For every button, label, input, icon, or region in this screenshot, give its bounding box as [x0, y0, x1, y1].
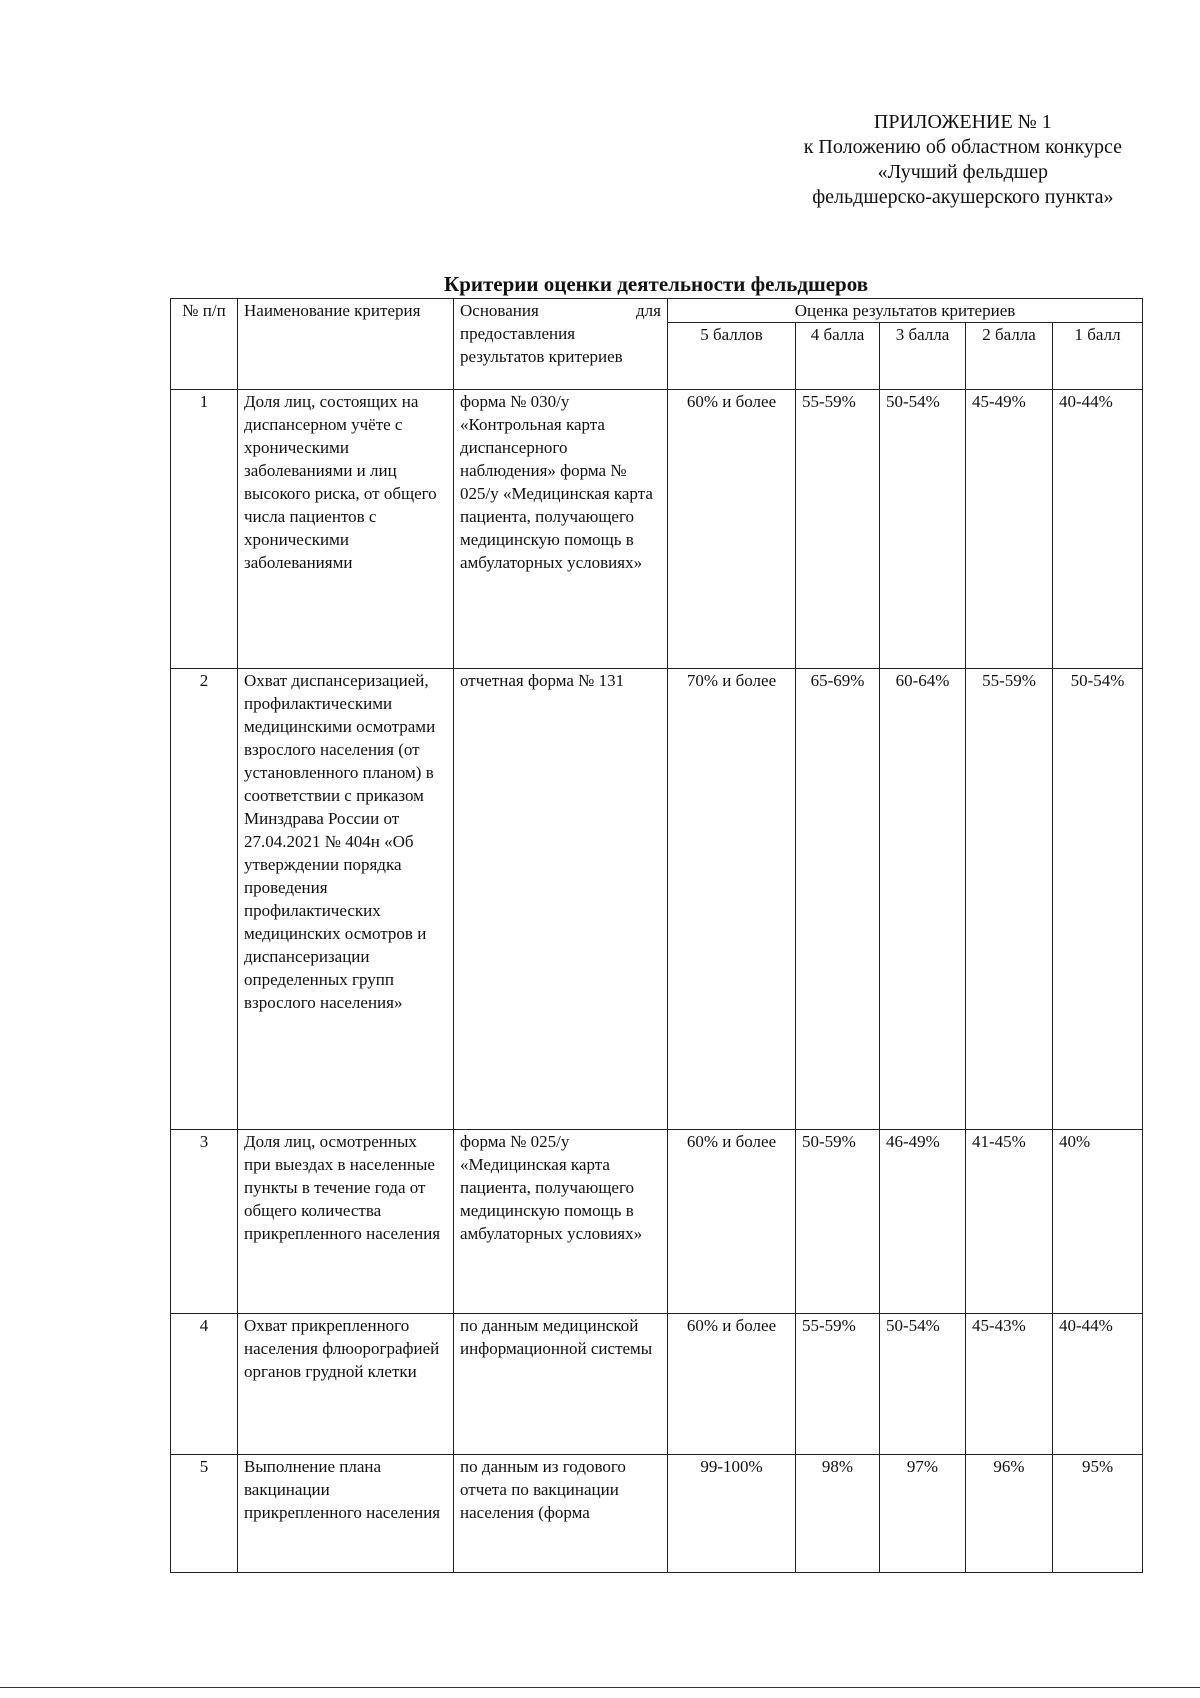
header-basis-rest: предоставления результатов критериев	[460, 324, 623, 366]
row-score-3: 60-64%	[880, 669, 966, 1130]
header-scores-group: Оценка результатов критериев	[668, 299, 1143, 323]
row-num: 2	[171, 669, 238, 1130]
row-basis: форма № 025/у «Медицинская карта пациента, получающего медицинскую помощь в амбулаторных условиях»	[454, 1130, 668, 1314]
row-basis: по данным из годового отчета по вакцинации населения (форма	[454, 1455, 668, 1573]
row-basis: форма № 030/у «Контрольная карта диспансерного наблюдения» форма № 025/у «Медицинская карта пациента, получающего медицинскую помощь в амбулаторных условиях»	[454, 390, 668, 669]
row-score-5: 60% и более	[668, 1130, 796, 1314]
header-basis-first: Основания для	[460, 301, 661, 320]
row-score-3: 46-49%	[880, 1130, 966, 1314]
header-num: № п/п	[171, 299, 238, 390]
row-score-2: 55-59%	[966, 669, 1053, 1130]
row-criterion-name: Охват прикрепленного населения флюорографией органов грудной клетки	[238, 1314, 454, 1455]
row-score-2: 96%	[966, 1455, 1053, 1573]
criteria-table	[170, 298, 1143, 1573]
row-score-4: 65-69%	[796, 669, 880, 1130]
row-num: 5	[171, 1455, 238, 1573]
row-criterion-name: Доля лиц, состоящих на диспансерном учёте с хроническими заболеваниями и лиц высокого риска, от общего числа пациентов с хроническими заболеваниями	[238, 390, 454, 669]
header-score-2: 2 балла	[966, 323, 1053, 390]
row-score-1: 40-44%	[1053, 1314, 1143, 1455]
contest-name-line1: «Лучший фельдшер	[877, 161, 1048, 183]
row-score-3: 97%	[880, 1455, 966, 1573]
header-score-5: 5 баллов	[668, 323, 796, 390]
contest-name-line2: фельдшерско-акушерского пункта»	[812, 186, 1114, 208]
row-score-1: 40%	[1053, 1130, 1143, 1314]
row-score-2: 45-43%	[966, 1314, 1053, 1455]
row-score-4: 55-59%	[796, 1314, 880, 1455]
row-score-1: 95%	[1053, 1455, 1143, 1573]
page-bottom-rule	[0, 1687, 1200, 1688]
row-num: 1	[171, 390, 238, 669]
row-score-5: 70% и более	[668, 669, 796, 1130]
header-name: Наименование критерия	[238, 299, 454, 390]
row-criterion-name: Выполнение плана вакцинации прикрепленного населения	[238, 1455, 454, 1573]
header-basis	[454, 299, 668, 390]
row-score-2: 41-45%	[966, 1130, 1053, 1314]
header-row	[171, 299, 1143, 323]
row-score-4: 55-59%	[796, 390, 880, 669]
row-score-5: 60% и более	[668, 1314, 796, 1455]
appendix-reference: к Положению об областном конкурсе	[803, 136, 1122, 158]
row-score-4: 50-59%	[796, 1130, 880, 1314]
row-score-2: 45-49%	[966, 390, 1053, 669]
table-title: Критерии оценки деятельности фельдшеров	[443, 272, 869, 296]
row-score-1: 40-44%	[1053, 390, 1143, 669]
row-num: 3	[171, 1130, 238, 1314]
header-score-1: 1 балл	[1053, 323, 1143, 390]
row-score-1: 50-54%	[1053, 669, 1143, 1130]
row-basis: отчетная форма № 131	[454, 669, 668, 1130]
row-basis: по данным медицинской информационной системы	[454, 1314, 668, 1455]
row-score-4: 98%	[796, 1455, 880, 1573]
row-criterion-name: Доля лиц, осмотренных при выездах в населенные пункты в течение года от общего количества прикрепленного населения	[238, 1130, 454, 1314]
table-row	[171, 1455, 1143, 1573]
table-row	[171, 390, 1143, 669]
table-row	[171, 1130, 1143, 1314]
row-criterion-name: Охват диспансеризацией, профилактическими медицинскими осмотрами взрослого населения (от установленного планом) в соответствии с приказом Минздрава России от 27.04.2021 № 404н «Об утверждении порядка проведения профилактических медицинских осмотров и диспансеризации определенных групп взрослого населения»	[238, 669, 454, 1130]
row-score-5: 60% и более	[668, 390, 796, 669]
row-num: 4	[171, 1314, 238, 1455]
row-score-5: 99-100%	[668, 1455, 796, 1573]
row-score-3: 50-54%	[880, 1314, 966, 1455]
table-row	[171, 669, 1143, 1130]
header-score-3: 3 балла	[880, 323, 966, 390]
appendix-heading	[804, 110, 1122, 210]
row-score-3: 50-54%	[880, 390, 966, 669]
appendix-number: ПРИЛОЖЕНИЕ № 1	[873, 111, 1052, 133]
table-row	[171, 1314, 1143, 1455]
header-score-4: 4 балла	[796, 323, 880, 390]
